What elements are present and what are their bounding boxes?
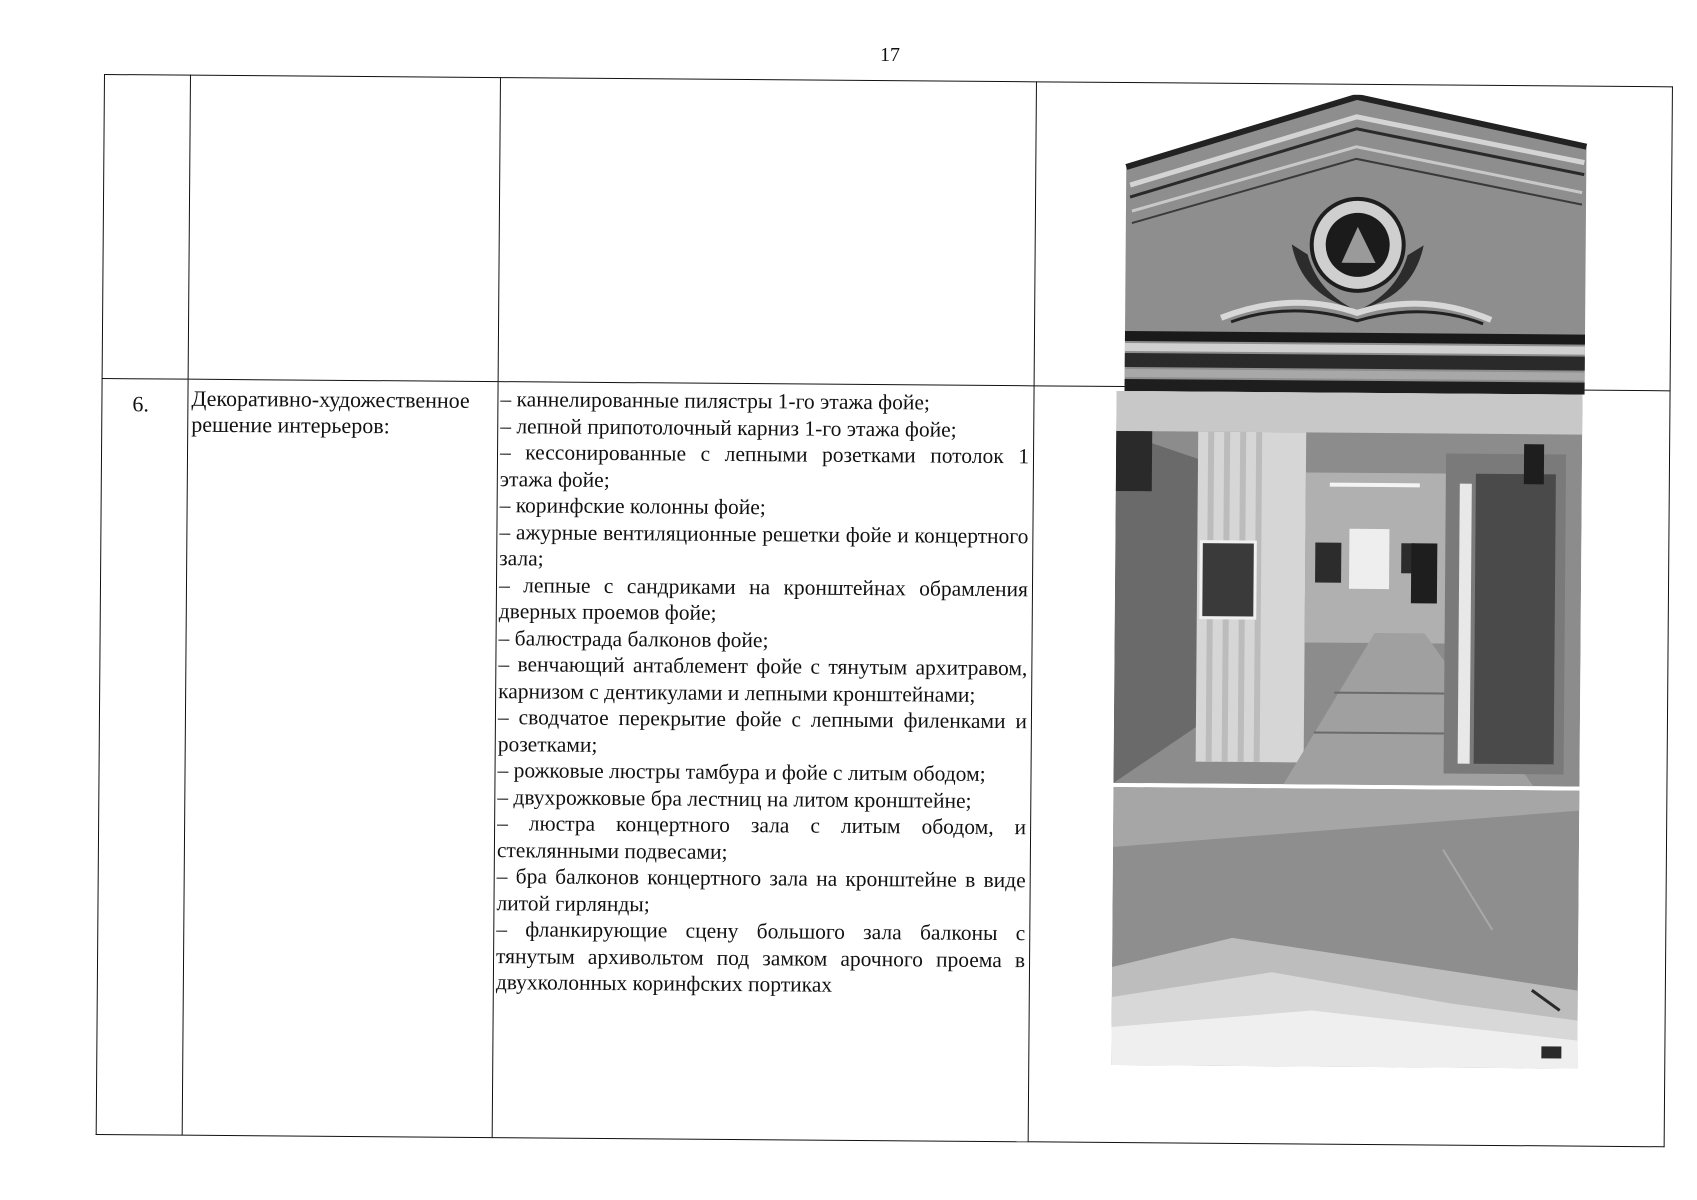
feature-list-item: – коринфские колонны фойе; — [499, 493, 766, 520]
feature-list-item: – рожковые люстры тамбура и фойе с литым ободом; — [497, 758, 986, 786]
name-cell: Декоративно-художественное решение интерьеров: — [182, 379, 498, 1137]
description-cell — [498, 78, 1036, 386]
feature-list-item: – фланкирующие сцену большого зала балконы с тянутым архивольтом под замком арочного проема в двухколонных коринфских портиках — [495, 917, 1026, 997]
description-cell — [492, 382, 1034, 1142]
table-row — [96, 378, 1670, 1146]
feature-list-item: – каннелированные пилястры 1-го этажа фойе; — [500, 387, 931, 415]
pediment-photo — [1121, 93, 1591, 395]
number-cell: 6. — [96, 378, 188, 1135]
name-cell — [188, 75, 500, 381]
foyer-photo — [1113, 391, 1582, 787]
feature-list-item: – лепные с сандриками на кронштейнах обрамления дверных проемов фойе; — [498, 572, 1029, 625]
heritage-elements-table — [96, 74, 1673, 1147]
feature-list-item: – ажурные вентиляционные решетки фойе и концертного зала; — [499, 519, 1029, 571]
feature-list-item: – сводчатое перекрытие фойе с лепными филенками и розетками; — [497, 705, 1028, 757]
feature-list-item: – двухрожковые бра лестниц на литом кронштейне; — [497, 784, 972, 813]
feature-list-item: – лепной припотолочный карниз 1-го этажа фойе; — [500, 413, 957, 442]
ceiling-photo — [1111, 787, 1579, 1069]
page-number: 17 — [880, 44, 900, 66]
feature-list-item: – кессонированные с лепными розетками потолок 1 этажа фойе; — [499, 440, 1030, 492]
image-cell — [1034, 82, 1672, 391]
table-row — [102, 75, 1672, 391]
image-cell — [1028, 386, 1670, 1147]
feature-list-item: – венчающий антаблемент фойе с тянутым архитравом, карнизом с дентикулами и лепными кронштейнами; — [498, 652, 1028, 707]
number-cell — [102, 75, 190, 380]
feature-list-item: – бра балконов концертного зала на кронштейне в виде литой гирлянды; — [496, 864, 1026, 916]
feature-list — [496, 386, 1030, 1000]
feature-list-item: – люстра концертного зала с литым ободом, и стеклянными подвесами; — [496, 811, 1027, 864]
feature-list-item: – балюстрада балконов фойе; — [498, 625, 769, 652]
